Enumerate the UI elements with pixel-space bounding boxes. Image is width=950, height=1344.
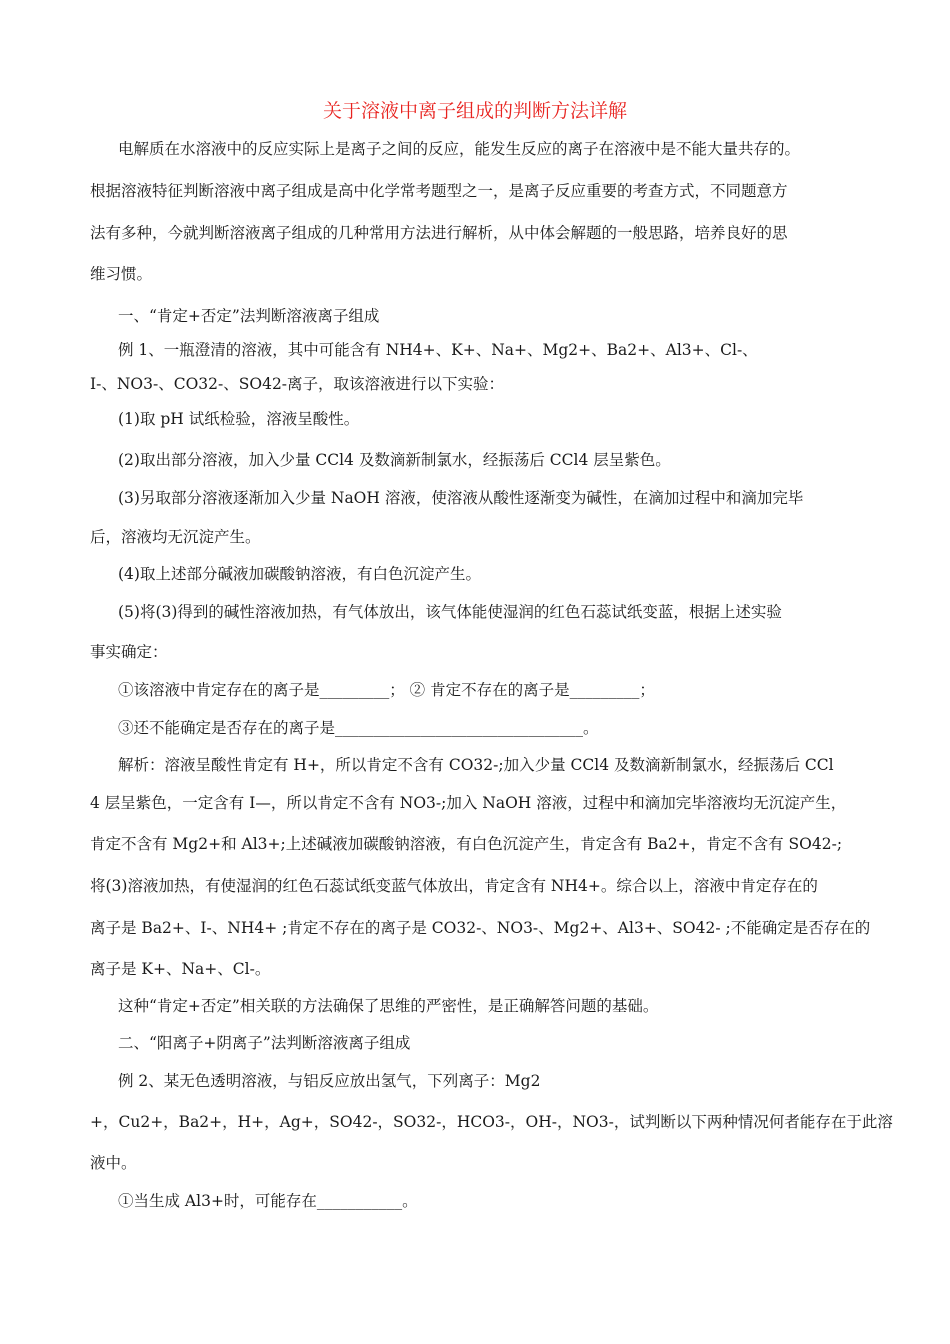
question-line: ③还不能确定是否存在的离子是________________________________。 xyxy=(118,719,599,737)
paragraph-line: 维习惯。 xyxy=(90,265,153,283)
paragraph-line: 解析：溶液呈酸性肯定有 H+，所以肯定不含有 CO32-;加入少量 CCl4 及数滴新制氯水，经振荡后 CCl xyxy=(118,756,834,774)
paragraph-line: 例 2、某无色透明溶液，与铝反应放出氢气，下列离子：Mg2 xyxy=(118,1072,541,1090)
paragraph-line: 液中。 xyxy=(90,1154,137,1172)
question-line: ①该溶液中肯定存在的离子是_________； ② 肯定不存在的离子是_________； xyxy=(118,681,655,699)
paragraph-line: (1)取 pH 试纸检验，溶液呈酸性。 xyxy=(118,410,360,428)
paragraph-line: 法有多种，今就判断溶液离子组成的几种常用方法进行解析，从中体会解题的一般思路，培养良好的思 xyxy=(90,224,788,242)
paragraph-line: 电解质在水溶液中的反应实际上是离子之间的反应，能发生反应的离子在溶液中是不能大量共存的。 xyxy=(118,140,801,158)
paragraph-line: 例 1、一瓶澄清的溶液，其中可能含有 NH4+、K+、Na+、Mg2+、Ba2+、Al3+、Cl-、 xyxy=(118,341,758,359)
paragraph-line: 离子是 K+、Na+、Cl-。 xyxy=(90,960,271,978)
paragraph-line: 4 层呈紫色，一定含有 I—，所以肯定不含有 NO3-;加入 NaOH 溶液，过程中和滴加完毕溶液均无沉淀产生， xyxy=(90,794,847,812)
paragraph-line: 根据溶液特征判断溶液中离子组成是高中化学常考题型之一，是离子反应重要的考查方式，不同题意方 xyxy=(90,182,788,200)
paragraph-line: +，Cu2+，Ba2+，H+，Ag+，SO42-，SO32-，HCO3-，OH-，NO3-，试判断以下两种情况何者能存在于此溶 xyxy=(90,1113,893,1131)
paragraph-line: (3)另取部分溶液逐渐加入少量 NaOH 溶液，使溶液从酸性逐渐变为碱性，在滴加过程中和滴加完毕 xyxy=(118,489,804,507)
paragraph-line: (5)将(3)得到的碱性溶液加热，有气体放出，该气体能使湿润的红色石蕊试纸变蓝，根据上述实验 xyxy=(118,603,782,621)
paragraph-line: 后，溶液均无沉淀产生。 xyxy=(90,528,261,546)
document-title: 关于溶液中离子组成的判断方法详解 xyxy=(322,100,627,122)
paragraph-line: 肯定不含有 Mg2+和 Al3+;上述碱液加碳酸钠溶液，有白色沉淀产生，肯定含有 Ba2+，肯定不含有 SO42-; xyxy=(90,835,843,853)
paragraph-line: 事实确定： xyxy=(90,643,168,661)
paragraph-line: 将(3)溶液加热，有使湿润的红色石蕊试纸变蓝气体放出，肯定含有 NH4+。综合以上，溶液中肯定存在的 xyxy=(90,877,818,895)
paragraph-line: I-、NO3-、CO32-、SO42-离子，取该溶液进行以下实验： xyxy=(90,375,505,393)
section-heading: 一、“肯定+否定”法判断溶液离子组成 xyxy=(118,307,380,325)
paragraph-line: 离子是 Ba2+、I-、NH4+ ;肯定不存在的离子是 CO32-、NO3-、Mg2+、Al3+、SO42- ;不能确定是否存在的 xyxy=(90,919,871,937)
section-heading: 二、“阳离子+阴离子”法判断溶液离子组成 xyxy=(118,1034,411,1052)
paragraph-line: (2)取出部分溶液，加入少量 CCl4 及数滴新制氯水，经振荡后 CCl4 层呈紫色。 xyxy=(118,451,671,469)
paragraph-line: (4)取上述部分碱液加碳酸钠溶液，有白色沉淀产生。 xyxy=(118,565,481,583)
question-line: ①当生成 Al3+时，可能存在___________。 xyxy=(118,1192,418,1210)
paragraph-line: 这种“肯定+否定”相关联的方法确保了思维的严密性，是正确解答问题的基础。 xyxy=(118,997,659,1015)
